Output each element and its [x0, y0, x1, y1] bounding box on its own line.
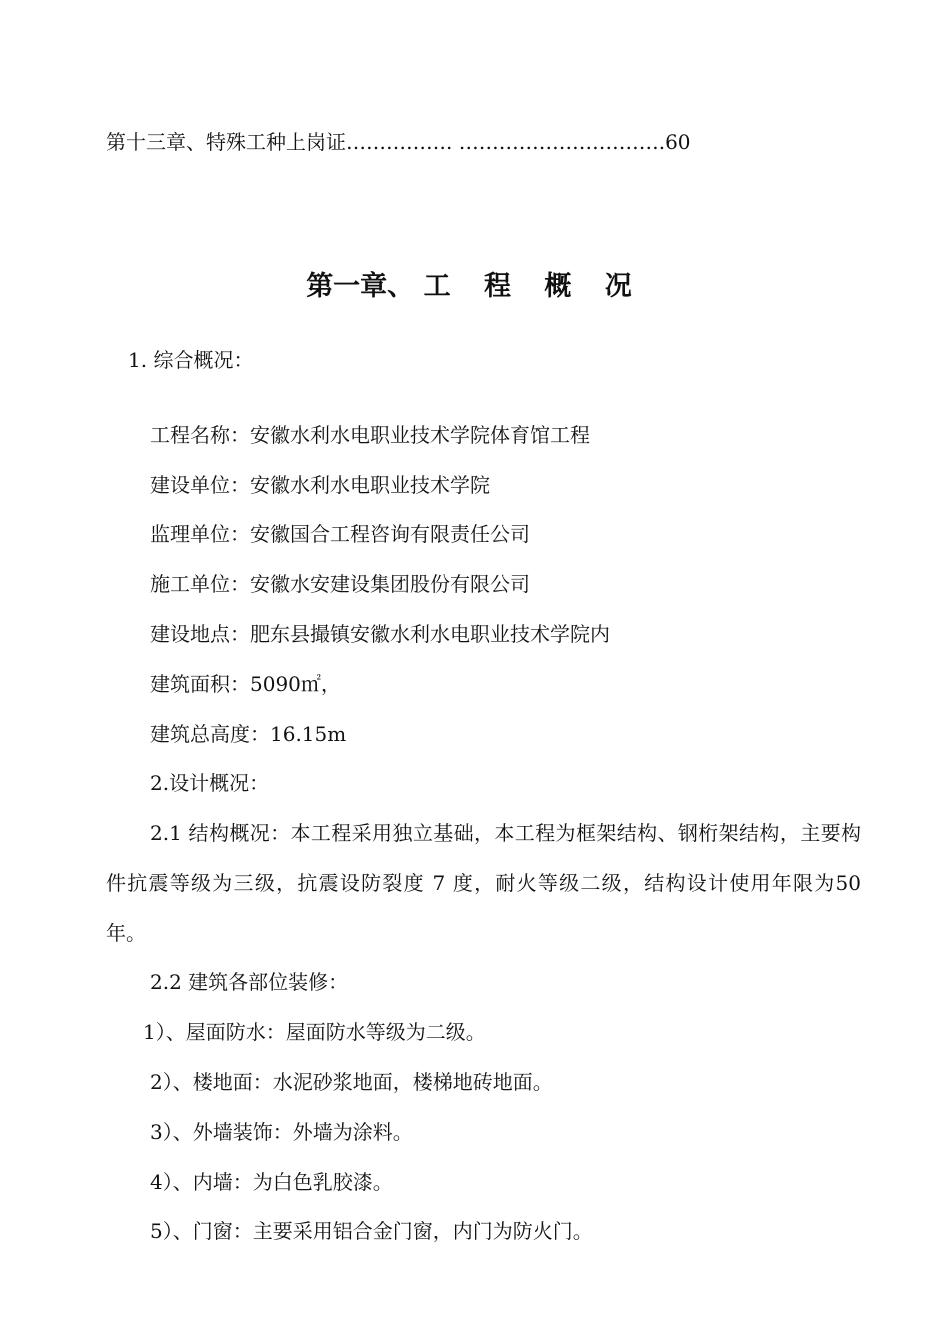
client-unit: 建设单位：安徽水利水电职业技术学院 [150, 473, 490, 497]
design-heading: 2.设计概况： [150, 771, 270, 795]
finish-item-floor: 2）、楼地面：水泥砂浆地面，楼梯地砖地面。 [150, 1070, 553, 1094]
construction-site: 建设地点：肥东县撮镇安徽水利水电职业技术学院内 [150, 622, 610, 646]
supervision-unit: 监理单位：安徽国合工程咨询有限责任公司 [150, 522, 530, 546]
overview-heading: 1. 综合概况： [128, 348, 254, 372]
toc-entry [106, 130, 691, 154]
project-name: 工程名称：安徽水利水电职业技术学院体育馆工程 [150, 423, 590, 447]
finish-item-interior-wall: 4）、内墙：为白色乳胶漆。 [150, 1170, 393, 1194]
building-height: 建筑总高度：16.15m [150, 722, 347, 746]
chapter-prefix: 第一章、 [306, 271, 415, 302]
building-area: 建筑面积：5090㎡， [150, 672, 341, 696]
finish-item-exterior-wall: 3）、外墙装饰：外墙为涂料。 [150, 1120, 413, 1144]
toc-leader: ……………. …………………………. [346, 130, 666, 154]
chapter-name: 工 程 概 况 [423, 271, 644, 302]
chapter-title [0, 270, 950, 304]
toc-page-number: 60 [665, 130, 691, 154]
construction-unit: 施工单位：安徽水安建设集团股份有限公司 [150, 572, 530, 596]
finishes-heading: 2.2 建筑各部位装修： [150, 970, 349, 994]
finish-item-doors-windows: 5）、门窗：主要采用铝合金门窗，内门为防火门。 [150, 1219, 593, 1243]
structure-paragraph: 2.1 结构概况：本工程采用独立基础，本工程为框架结构、钢桁架结构，主要构件抗震等级为三级，抗震设防裂度 7 度，耐火等级二级，结构设计使用年限为50 年。 [106, 821, 861, 945]
toc-entry-text: 第十三章、特殊工种上岗证 [106, 130, 346, 154]
finish-item-roof: 1）、屋面防水：屋面防水等级为二级。 [143, 1020, 486, 1044]
